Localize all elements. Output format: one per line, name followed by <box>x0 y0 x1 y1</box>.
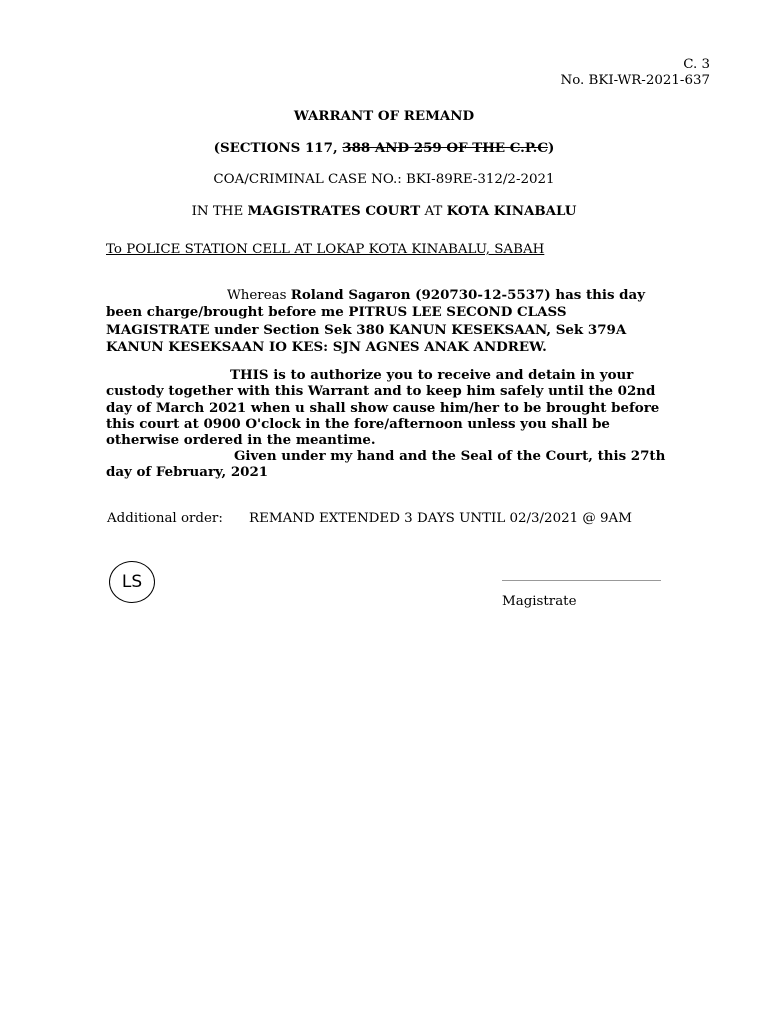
given-text: Given under my hand and the Seal of the Court, this 27th day of February, 2021 <box>106 448 666 481</box>
signatory-title: Magistrate <box>502 594 577 609</box>
court-name: MAGISTRATES COURT <box>247 203 421 219</box>
court-location: KOTA KINABALU <box>446 203 577 219</box>
document-title: WARRANT OF REMAND <box>293 108 475 124</box>
sections-struck: 388 AND 259 OF THE C.P.C <box>342 140 548 156</box>
addressee: To POLICE STATION CELL AT LOKAP KOTA KINABALU, SABAH <box>106 242 545 257</box>
authorize-paragraph <box>106 367 666 448</box>
whereas-body: Roland Sagaron (920730-12-5537) has this day been charge/brought before me PITRUS LEE SECOND CLASS MAGISTRATE under Section Sek 380 KANUN KESEKSAAN, Sek 379A KANUN KESEKSAAN IO KES: SJN AGNES ANAK ANDREW. <box>106 287 646 355</box>
court-at: AT <box>420 204 447 219</box>
authorize-text: THIS is to authorize you to receive and detain in your custody together with this Warrant and to keep him safely until the 02nd day of March 2021 when u shall show cause him/her to be brought before this court at 0900 O'clock in the fore/afternoon unless you shall be otherwise ordered in the meantime. <box>106 367 660 449</box>
case-number: COA/CRIMINAL CASE NO.: BKI-89RE-312/2-2021 <box>213 172 555 187</box>
signature-line <box>502 580 661 581</box>
additional-order-label: Additional order: <box>107 511 223 526</box>
additional-order-value: REMAND EXTENDED 3 DAYS UNTIL 02/3/2021 @ 9AM <box>249 511 632 526</box>
seal-label: LS <box>121 572 143 592</box>
given-paragraph <box>106 448 666 481</box>
court-line <box>0 203 768 219</box>
sections-suffix: ) <box>547 140 555 156</box>
whereas-lead: Whereas <box>227 288 291 303</box>
sections-prefix: (SECTIONS 117, <box>213 140 343 156</box>
form-code: C. 3 <box>683 57 710 72</box>
document-reference <box>560 57 710 89</box>
court-seal <box>109 561 155 603</box>
sections-line <box>0 140 768 156</box>
warrant-number: No. BKI-WR-2021-637 <box>560 73 710 88</box>
whereas-paragraph <box>106 287 666 356</box>
court-in-the: IN THE <box>191 204 248 219</box>
